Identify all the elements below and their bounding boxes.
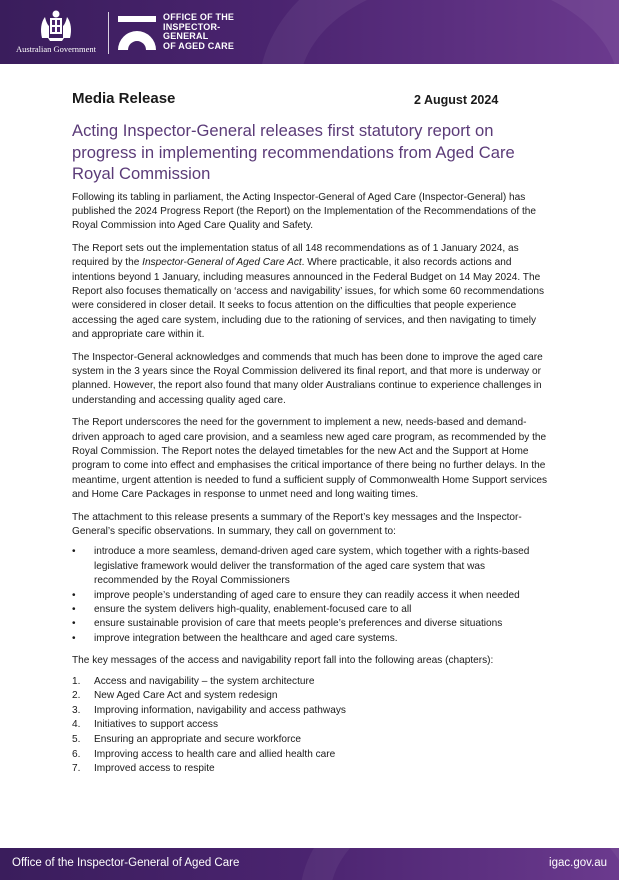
list-text: Improving access to health care and allied health care xyxy=(94,748,336,760)
list-text: Improved access to respite xyxy=(94,763,215,775)
paragraph-3: The Inspector-General acknowledges and commends that much has been done to improve the aged care system in the 3 years since the Royal Commission delivered its final report, and that more is underway or planned. However, the report also found that many older Australians continue to experience challenges in understanding and accessing quality aged care. xyxy=(72,351,543,406)
coat-of-arms-icon xyxy=(34,8,78,42)
page-header xyxy=(0,0,619,64)
document-body xyxy=(72,88,548,777)
list-item xyxy=(72,762,548,777)
paragraph-1: Following its tabling in parliament, the Acting Inspector-General of Aged Care (Inspector-General) has published the 2024 Progress Report (the Report) on the Implementation of the Recommendations of the Royal Commission into Aged Care Quality and Safety. xyxy=(72,191,537,232)
list-number: 2. xyxy=(72,690,81,702)
igac-logo-icon xyxy=(116,14,158,52)
list-item xyxy=(72,675,548,690)
list-text: New Aged Care Act and system redesign xyxy=(94,690,278,702)
logo-line: OFFICE OF THE xyxy=(163,12,235,22)
title-row xyxy=(72,88,548,112)
list-item: • introduce a more seamless, demand-driven aged care system, which together with a rights-based legislative framework would deliver the transformation of the aged care system that was recommended by the Royal Commissioners xyxy=(72,545,548,588)
list-number: 5. xyxy=(72,734,81,746)
list-item: • improve people’s understanding of aged care to ensure they can readily access it when needed xyxy=(72,589,548,603)
page-footer xyxy=(0,848,619,880)
list-text: Improving information, navigability and access pathways xyxy=(94,704,346,716)
chapters-list xyxy=(72,675,548,777)
list-number: 3. xyxy=(72,704,81,716)
list-number: 4. xyxy=(72,719,81,731)
headline: Acting Inspector-General releases first statutory report on progress in implementing recommendations from Aged Care Royal Commission xyxy=(72,121,515,183)
gov-label: Australian Government xyxy=(15,44,97,54)
list-item xyxy=(72,689,548,704)
list-item xyxy=(72,704,548,719)
act-title: Inspector-General of Aged Care Act xyxy=(142,257,302,269)
list-item: • improve integration between the healthcare and aged care systems. xyxy=(72,632,548,646)
release-date: 2 August 2024 xyxy=(414,93,499,107)
list-text: Initiatives to support access xyxy=(94,719,218,731)
government-crest-block xyxy=(10,8,102,54)
paragraph-2 xyxy=(72,242,548,343)
list-item xyxy=(72,733,548,748)
decorative-swirl xyxy=(259,0,619,64)
header-divider xyxy=(108,12,109,54)
list-item xyxy=(72,748,548,763)
paragraph-2-part-b: . Where practicable, it also records actions and intentions beyond 1 January, including measures announced in the Federal Budget on 14 May 2024. The Report also focuses thematically on ‘access and navigability’ issues, for which some 60 recommendations were considered in closer detail. It seeks to focus attention on the difficulties that people experience accessing the aged care system, including due to the rationing of services, and then navigating to timely and appropriate care within it. xyxy=(72,257,545,341)
logo-line: INSPECTOR- xyxy=(163,21,221,32)
doc-label: Media Release xyxy=(72,90,176,107)
list-text: Access and navigability – the system architecture xyxy=(94,675,315,687)
logo-line: GENERAL xyxy=(163,31,209,42)
list-item: • ensure sustainable provision of care that meets people’s preferences and diverse situations xyxy=(72,617,548,631)
list-number: 1. xyxy=(72,675,81,687)
list-text: Ensuring an appropriate and secure workforce xyxy=(94,734,302,746)
paragraph-6: The key messages of the access and navigability report fall into the following areas (chapters): xyxy=(72,655,494,667)
logo-line: OF AGED CARE xyxy=(163,40,235,51)
paragraph-5: The attachment to this release presents a summary of the Report’s key messages and the Inspector-General’s specific observations. In summary, they call on government to: xyxy=(72,511,522,538)
list-item xyxy=(72,718,548,733)
list-number: 6. xyxy=(72,748,81,760)
list-number: 7. xyxy=(72,763,81,775)
recommendations-list xyxy=(72,545,548,646)
paragraph-4: The Report underscores the need for the government to implement a new, needs-based and demand-driven approach to aged care provision, and a seamless new aged care program, as recommended by the Royal Commission. The Report notes the delayed timetables for the new Act and the Support at Home program to come into effect and emphasises the critical importance of there being no further delays. In the meantime, urgent attention is needed to fund a sufficient supply of Commonwealth Home Support services and Home Care Packages in response to unmet need and long waiting times. xyxy=(72,417,548,501)
footer-url[interactable]: igac.gov.au xyxy=(549,857,607,869)
footer-org: Office of the Inspector-General of Aged Care xyxy=(12,857,240,869)
list-item: • ensure the system delivers high-quality, enablement-focused care to all xyxy=(72,603,548,617)
igac-logo-text xyxy=(163,13,234,51)
paragraph-2-part-a: The Report sets out the implementation status of all 148 recommendations as of 1 January 2024, as required by the xyxy=(72,242,519,269)
